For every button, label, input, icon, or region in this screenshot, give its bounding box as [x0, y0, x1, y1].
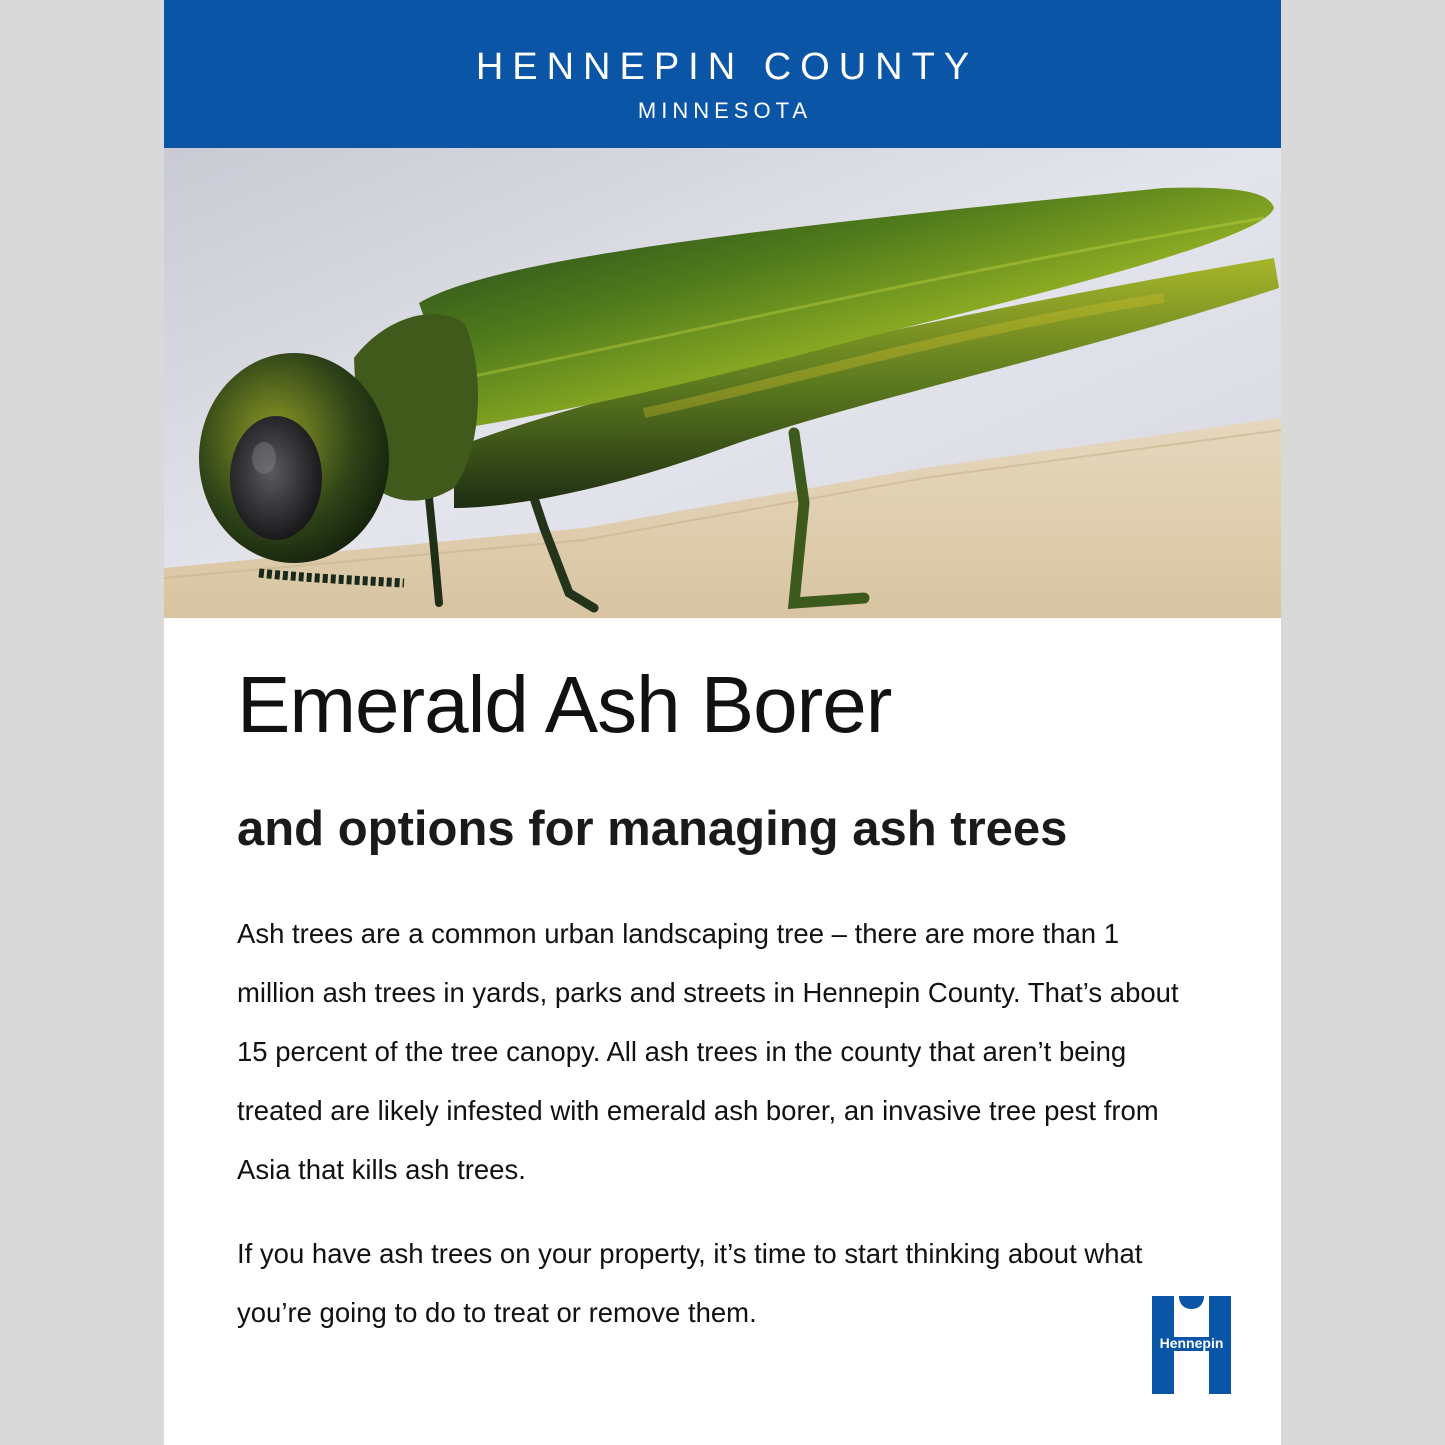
hennepin-logo: [1152, 1296, 1231, 1394]
emerald-ash-borer-image: [164, 148, 1281, 618]
flyer-page: [164, 0, 1281, 1445]
page-title: Emerald Ash Borer: [237, 660, 892, 749]
page-subtitle: and options for managing ash trees: [237, 802, 1068, 856]
intro-paragraph: Ash trees are a common urban landscaping tree – there are more than 1 million ash trees in yards, parks and streets in Hennepin County. That’s about 15 percent of the tree canopy. All ash trees in the county that aren’t being treated are likely infested with emerald ash borer, an invasive tree pest from Asia that kills ash trees.: [237, 918, 1179, 1185]
logo-text: Hennepin: [1159, 1335, 1224, 1351]
header-banner: [164, 0, 1281, 148]
county-name: HENNEPIN COUNTY: [475, 46, 979, 88]
action-paragraph: If you have ash trees on your property, it’s time to start thinking about what you’re going to do to treat or remove them.: [237, 1238, 1143, 1328]
beetle-photo: [164, 148, 1281, 618]
state-name: MINNESOTA: [637, 98, 813, 123]
